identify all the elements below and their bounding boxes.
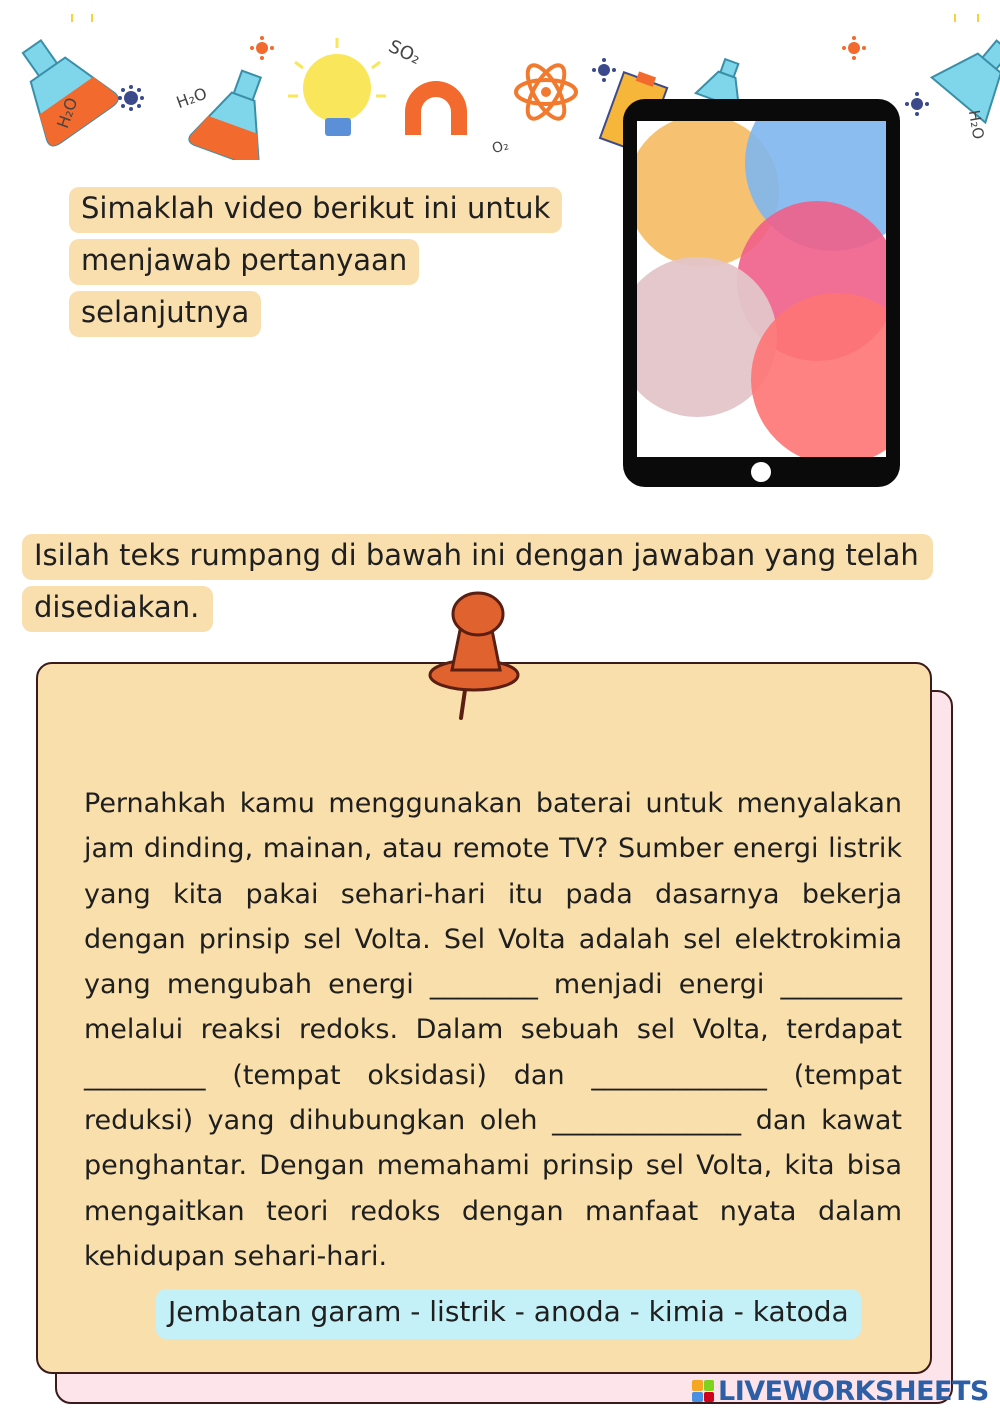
- pushpin-icon: [426, 588, 526, 723]
- instruction-line: disediakan.: [22, 586, 213, 632]
- formula-label: H₂O: [173, 83, 210, 113]
- germ-icon: [592, 58, 616, 82]
- flask-icon: [0, 23, 120, 148]
- instruction-line: Isilah teks rumpang di bawah ini dengan jawaban yang telah: [22, 534, 933, 580]
- formula-label: H₂O: [964, 108, 988, 141]
- germ-icon: [118, 85, 144, 111]
- instruction-line: menjawab pertanyaan: [69, 239, 419, 285]
- tablet-home-button: [751, 462, 771, 482]
- watermark-text: LIVEWORKSHEETS: [718, 1375, 989, 1407]
- liveworksheets-watermark: [692, 1374, 989, 1408]
- passage-card: [36, 662, 932, 1374]
- formula-label: O₂: [490, 137, 511, 158]
- flask-icon: [932, 24, 1000, 123]
- video-instruction: [69, 187, 562, 343]
- passage-text: Pernahkah kamu menggunakan baterai untuk menyalakan jam dinding, mainan, atau remote TV? Sumber energi listrik yang kita pakai sehari-hari itu pada dasarnya bekerja dengan prinsip sel Volta. Sel Volta adalah sel elektrokimia yang mengubah energi ________ menjadi energi _________ melalui reaksi redoks. Dalam sebuah sel Volta, terdapat _________ (tempat oksidasi) dan _____________ (tempat reduksi) yang dihubungkan oleh ______________ dan kawat penghantar. Dengan memahami prinsip sel Volta, kita bisa mengaitkan teori redoks dengan manfaat nyata dalam kehidupan sehari-hari.: [84, 788, 902, 1272]
- lightbulb-icon: [288, 38, 386, 136]
- liveworksheets-logo-icon: [692, 1380, 714, 1402]
- magnet-icon: [405, 81, 467, 135]
- video-thumbnail: [637, 121, 886, 457]
- video-tablet[interactable]: [623, 99, 900, 487]
- germ-icon: [905, 92, 929, 116]
- instruction-line: selanjutnya: [69, 291, 261, 337]
- formula-label: SO₂: [385, 36, 424, 69]
- atom-icon: [516, 60, 576, 124]
- formula-label: H₂O: [53, 95, 82, 131]
- answer-bank: Jembatan garam - listrik - anoda - kimia - katoda: [156, 1289, 861, 1339]
- instruction-line: Simaklah video berikut ini untuk: [69, 187, 562, 233]
- flask-icon: [188, 62, 286, 160]
- video-screen[interactable]: [637, 121, 886, 457]
